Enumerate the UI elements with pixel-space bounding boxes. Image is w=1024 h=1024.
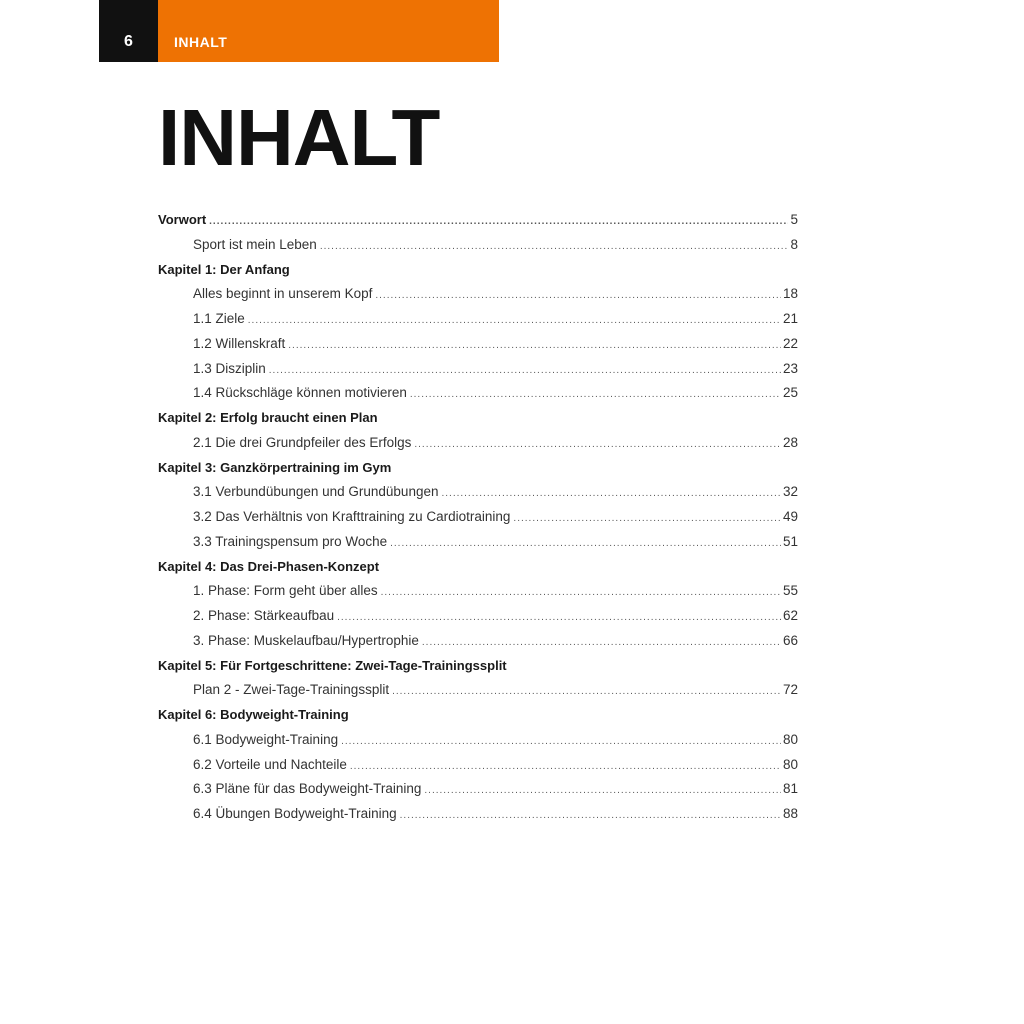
toc-label: Sport ist mein Leben: [193, 236, 317, 252]
toc-entry[interactable]: [158, 332, 798, 357]
toc-label: 1.2 Willenskraft: [193, 335, 286, 351]
toc-entry[interactable]: [158, 802, 798, 827]
toc-entry[interactable]: [158, 579, 798, 604]
toc-entry[interactable]: [158, 604, 798, 629]
toc-page-number: 80: [782, 756, 798, 772]
toc-entry[interactable]: [158, 505, 798, 530]
toc-leader-dots: [209, 210, 788, 235]
toc-page-number: 18: [782, 286, 798, 302]
toc-section[interactable]: [158, 703, 798, 728]
toc-leader-dots: [341, 730, 781, 755]
running-header: [99, 0, 499, 62]
toc-page-number: 72: [782, 682, 798, 698]
toc-page-number: 8: [790, 236, 798, 252]
toc-label: Vorwort: [158, 212, 207, 227]
toc-label: 3.1 Verbundübungen und Grundübungen: [193, 484, 439, 500]
toc-page-number: 51: [782, 533, 798, 549]
toc-label: 6.3 Pläne für das Bodyweight-Training: [193, 781, 422, 797]
toc-entry[interactable]: [158, 777, 798, 802]
toc-label: Kapitel 2: Erfolg braucht einen Plan: [158, 410, 378, 425]
toc-label: 6.1 Bodyweight-Training: [193, 731, 339, 747]
toc-entry[interactable]: [158, 307, 798, 332]
toc-leader-dots: [390, 532, 781, 557]
toc-leader-dots: [392, 680, 781, 705]
toc-leader-dots: [400, 804, 781, 829]
toc-section[interactable]: [158, 456, 798, 481]
toc-entry[interactable]: [158, 282, 798, 307]
toc-section[interactable]: [158, 654, 798, 679]
toc-entry[interactable]: [158, 530, 798, 555]
toc-leader-dots: [320, 235, 789, 260]
toc-entry[interactable]: [158, 381, 798, 406]
toc-leader-dots: [414, 433, 781, 458]
toc-entry[interactable]: [158, 728, 798, 753]
toc-leader-dots: [350, 755, 781, 780]
toc-page-number: 88: [782, 806, 798, 821]
toc-leader-dots: [513, 507, 781, 532]
toc-page-number: 32: [782, 484, 798, 500]
toc-leader-dots: [422, 631, 781, 656]
toc-label: 2. Phase: Stärkeaufbau: [193, 608, 335, 623]
toc-entry[interactable]: [158, 678, 798, 703]
toc-page-number: 28: [782, 434, 798, 450]
toc-section[interactable]: [158, 555, 798, 580]
toc-leader-dots: [248, 309, 781, 334]
toc-label: 1.4 Rückschläge können motivieren: [193, 385, 407, 401]
toc-leader-dots: [375, 284, 781, 309]
toc-label: 1.3 Disziplin: [193, 360, 266, 376]
toc-page-number: 80: [782, 731, 798, 747]
toc-leader-dots: [410, 383, 781, 408]
toc-page-number: 22: [782, 335, 798, 351]
toc-page-number: 49: [782, 509, 798, 524]
running-header-title: INHALT: [158, 0, 499, 62]
toc-label: 2.1 Die drei Grundpfeiler des Erfolgs: [193, 434, 412, 450]
toc-page-number: 21: [782, 311, 798, 326]
toc-section[interactable]: [158, 258, 798, 283]
toc-label: 1. Phase: Form geht über alles: [193, 583, 378, 599]
toc-label: 3.3 Trainingspensum pro Woche: [193, 533, 388, 549]
toc-entry[interactable]: [158, 357, 798, 382]
toc-section[interactable]: [158, 208, 798, 233]
toc-leader-dots: [269, 359, 781, 384]
toc-label: 3.2 Das Verhältnis von Krafttraining zu Cardiotraining: [193, 509, 511, 524]
toc-leader-dots: [424, 779, 781, 804]
toc-label: Alles beginnt in unserem Kopf: [193, 286, 373, 302]
toc-page-number: 5: [790, 212, 798, 227]
toc-entry[interactable]: [158, 480, 798, 505]
toc-label: 1.1 Ziele: [193, 311, 245, 326]
toc-section[interactable]: [158, 406, 798, 431]
toc-leader-dots: [288, 334, 781, 359]
toc-leader-dots: [441, 482, 780, 507]
toc-entry[interactable]: [158, 233, 798, 258]
toc-entry[interactable]: [158, 629, 798, 654]
table-of-contents: [158, 208, 798, 827]
toc-leader-dots: [337, 606, 781, 631]
page-title: INHALT: [158, 93, 440, 182]
toc-leader-dots: [381, 581, 781, 606]
toc-label: Plan 2 - Zwei-Tage-Trainingssplit: [193, 682, 390, 698]
toc-label: 3. Phase: Muskelaufbau/Hypertrophie: [193, 632, 419, 648]
toc-label: Kapitel 4: Das Drei-Phasen-Konzept: [158, 558, 380, 574]
toc-label: Kapitel 6: Bodyweight-Training: [158, 707, 349, 722]
toc-page-number: 62: [782, 608, 798, 623]
toc-label: 6.2 Vorteile und Nachteile: [193, 756, 347, 772]
toc-page-number: 66: [782, 632, 798, 648]
toc-page-number: 81: [782, 781, 798, 797]
toc-page-number: 55: [782, 583, 798, 599]
toc-page-number: 25: [782, 385, 798, 401]
page-number: 6: [99, 0, 158, 62]
toc-entry[interactable]: [158, 431, 798, 456]
toc-label: Kapitel 3: Ganzkörpertraining im Gym: [158, 459, 392, 475]
toc-label: 6.4 Übungen Bodyweight-Training: [193, 806, 397, 821]
toc-label: Kapitel 5: Für Fortgeschrittene: Zwei-Tage-Trainingssplit: [158, 657, 507, 673]
toc-page-number: 23: [782, 360, 798, 376]
toc-label: Kapitel 1: Der Anfang: [158, 261, 290, 277]
toc-entry[interactable]: [158, 753, 798, 778]
